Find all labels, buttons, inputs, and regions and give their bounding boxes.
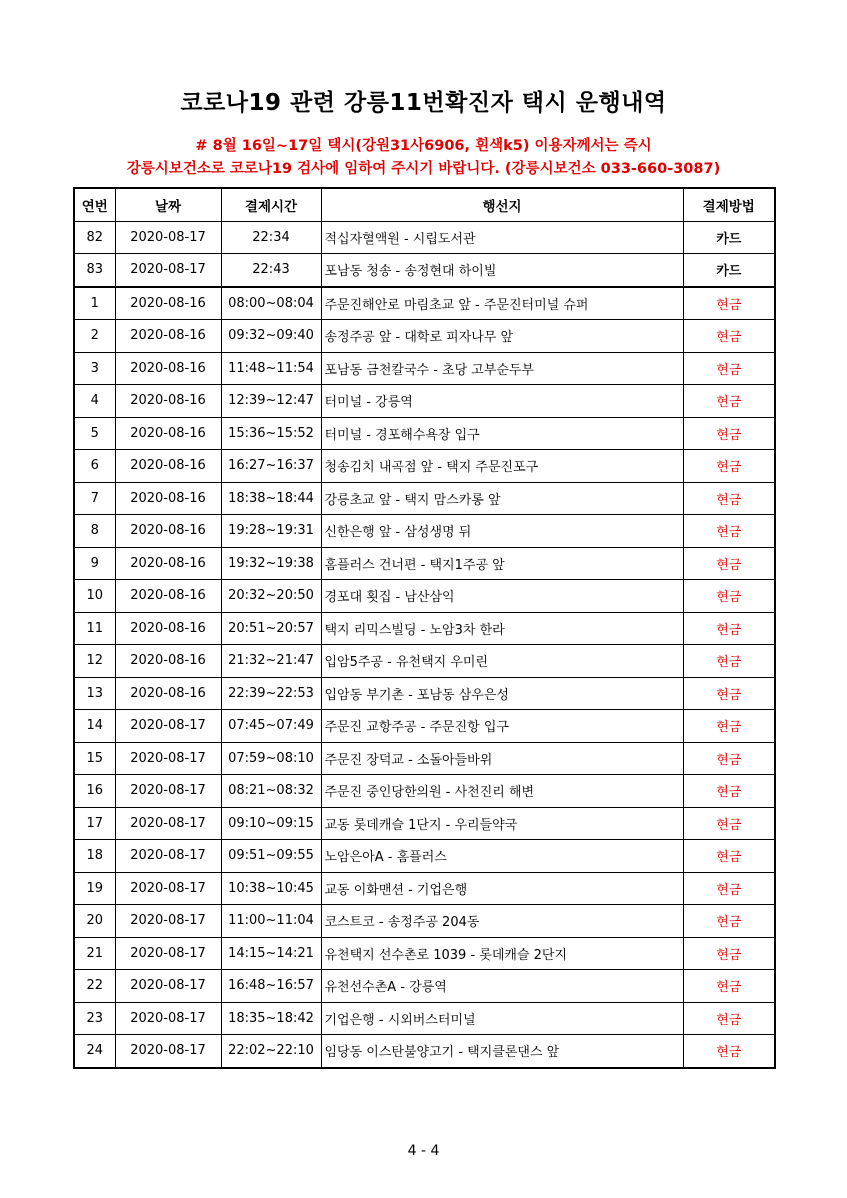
cell-time: 16:27~16:37 xyxy=(221,450,321,483)
cell-date: 2020-08-16 xyxy=(115,320,221,353)
table-row xyxy=(74,352,775,385)
cell-payment: 현금 xyxy=(683,1002,775,1035)
header-no: 연번 xyxy=(74,188,115,221)
cell-no: 15 xyxy=(74,742,115,775)
cell-route: 경포대 횟집 - 남산삼익 xyxy=(321,580,683,613)
cell-date: 2020-08-16 xyxy=(115,612,221,645)
cell-time: 10:38~10:45 xyxy=(221,872,321,905)
cell-time: 22:02~22:10 xyxy=(221,1035,321,1068)
cell-payment: 현금 xyxy=(683,775,775,808)
cell-route: 입암5주공 - 유천택지 우미린 xyxy=(321,645,683,678)
cell-payment: 현금 xyxy=(683,937,775,970)
cell-route: 유천선수촌A - 강릉역 xyxy=(321,970,683,1003)
cell-time: 08:21~08:32 xyxy=(221,775,321,808)
cell-date: 2020-08-17 xyxy=(115,221,221,254)
cell-payment: 현금 xyxy=(683,840,775,873)
cell-payment: 현금 xyxy=(683,580,775,613)
cell-date: 2020-08-17 xyxy=(115,840,221,873)
cell-payment: 현금 xyxy=(683,287,775,320)
page-title: 코로나19 관련 강릉11번확진자 택시 운행내역 xyxy=(180,90,667,116)
table-row xyxy=(74,547,775,580)
table-header-row xyxy=(74,188,775,221)
cell-time: 11:00~11:04 xyxy=(221,905,321,938)
cell-time: 22:34 xyxy=(221,221,321,254)
cell-no: 20 xyxy=(74,905,115,938)
cell-route: 포남동 청송 - 송정현대 하이빌 xyxy=(321,254,683,287)
cell-payment: 현금 xyxy=(683,1035,775,1068)
cell-date: 2020-08-16 xyxy=(115,482,221,515)
cell-route: 교동 이화맨션 - 기업은행 xyxy=(321,872,683,905)
cell-no: 82 xyxy=(74,221,115,254)
cell-payment: 현금 xyxy=(683,807,775,840)
cell-time: 14:15~14:21 xyxy=(221,937,321,970)
cell-payment: 현금 xyxy=(683,612,775,645)
cell-time: 09:32~09:40 xyxy=(221,320,321,353)
cell-no: 10 xyxy=(74,580,115,613)
cell-route: 터미널 - 강릉역 xyxy=(321,385,683,418)
cell-date: 2020-08-17 xyxy=(115,710,221,743)
cell-time: 12:39~12:47 xyxy=(221,385,321,418)
cell-time: 08:00~08:04 xyxy=(221,287,321,320)
cell-time: 22:43 xyxy=(221,254,321,287)
table-row xyxy=(74,221,775,254)
cell-route: 노암은아A - 홈플러스 xyxy=(321,840,683,873)
table-row xyxy=(74,645,775,678)
cell-no: 11 xyxy=(74,612,115,645)
cell-payment: 현금 xyxy=(683,515,775,548)
notice-line-2: 강릉시보건소로 코로나19 검사에 임하여 주시기 바랍니다. (강릉시보건소 033-660-3087) xyxy=(126,161,721,177)
cell-no: 5 xyxy=(74,417,115,450)
cell-route: 임당동 이스탄불양고기 - 택지클론댄스 앞 xyxy=(321,1035,683,1068)
cell-time: 18:35~18:42 xyxy=(221,1002,321,1035)
cell-date: 2020-08-16 xyxy=(115,450,221,483)
taxi-log-table xyxy=(73,187,776,1069)
notice-line-1: # 8월 16일~17일 택시(강원31사6906, 흰색k5) 이용자께서는 즉시 xyxy=(195,138,652,154)
cell-no: 8 xyxy=(74,515,115,548)
cell-no: 1 xyxy=(74,287,115,320)
cell-no: 22 xyxy=(74,970,115,1003)
cell-time: 07:45~07:49 xyxy=(221,710,321,743)
table-row xyxy=(74,872,775,905)
cell-time: 19:32~19:38 xyxy=(221,547,321,580)
cell-route: 유천택지 선수촌로 1039 - 롯데캐슬 2단지 xyxy=(321,937,683,970)
cell-time: 20:32~20:50 xyxy=(221,580,321,613)
table-row xyxy=(74,254,775,287)
cell-route: 포남동 금천칼국수 - 초당 고부순두부 xyxy=(321,352,683,385)
cell-date: 2020-08-16 xyxy=(115,385,221,418)
table-body xyxy=(74,221,775,1068)
cell-route: 기업은행 - 시외버스터미널 xyxy=(321,1002,683,1035)
header-route: 행선지 xyxy=(321,188,683,221)
cell-no: 23 xyxy=(74,1002,115,1035)
cell-route: 교동 롯데캐슬 1단지 - 우리들약국 xyxy=(321,807,683,840)
cell-date: 2020-08-17 xyxy=(115,970,221,1003)
cell-payment: 현금 xyxy=(683,320,775,353)
cell-route: 주문진 교항주공 - 주문진항 입구 xyxy=(321,710,683,743)
cell-time: 18:38~18:44 xyxy=(221,482,321,515)
cell-time: 07:59~08:10 xyxy=(221,742,321,775)
cell-route: 청송김치 내곡점 앞 - 택지 주문진포구 xyxy=(321,450,683,483)
cell-no: 18 xyxy=(74,840,115,873)
cell-payment: 현금 xyxy=(683,970,775,1003)
table-row xyxy=(74,775,775,808)
cell-no: 2 xyxy=(74,320,115,353)
cell-no: 9 xyxy=(74,547,115,580)
cell-payment: 현금 xyxy=(683,450,775,483)
header-payment: 결제방법 xyxy=(683,188,775,221)
cell-payment: 현금 xyxy=(683,352,775,385)
cell-time: 21:32~21:47 xyxy=(221,645,321,678)
cell-time: 22:39~22:53 xyxy=(221,677,321,710)
cell-payment: 현금 xyxy=(683,417,775,450)
table-row xyxy=(74,385,775,418)
cell-date: 2020-08-17 xyxy=(115,1002,221,1035)
cell-payment: 현금 xyxy=(683,872,775,905)
cell-time: 19:28~19:31 xyxy=(221,515,321,548)
cell-date: 2020-08-16 xyxy=(115,645,221,678)
cell-time: 09:51~09:55 xyxy=(221,840,321,873)
table-row xyxy=(74,1002,775,1035)
cell-route: 주문진 장덕교 - 소돌아들바위 xyxy=(321,742,683,775)
cell-date: 2020-08-16 xyxy=(115,515,221,548)
cell-time: 11:48~11:54 xyxy=(221,352,321,385)
cell-date: 2020-08-17 xyxy=(115,807,221,840)
cell-no: 4 xyxy=(74,385,115,418)
cell-payment: 현금 xyxy=(683,742,775,775)
table-row xyxy=(74,905,775,938)
cell-time: 15:36~15:52 xyxy=(221,417,321,450)
cell-no: 13 xyxy=(74,677,115,710)
cell-payment: 현금 xyxy=(683,482,775,515)
table-row xyxy=(74,482,775,515)
cell-no: 24 xyxy=(74,1035,115,1068)
table-row xyxy=(74,515,775,548)
cell-payment: 카드 xyxy=(683,254,775,287)
cell-route: 적십자혈액원 - 시립도서관 xyxy=(321,221,683,254)
cell-payment: 현금 xyxy=(683,677,775,710)
cell-no: 12 xyxy=(74,645,115,678)
cell-date: 2020-08-16 xyxy=(115,287,221,320)
table-row xyxy=(74,937,775,970)
table-row xyxy=(74,1035,775,1068)
cell-date: 2020-08-16 xyxy=(115,677,221,710)
table-row xyxy=(74,970,775,1003)
cell-route: 입암동 부기촌 - 포남동 삼우은성 xyxy=(321,677,683,710)
cell-date: 2020-08-17 xyxy=(115,905,221,938)
cell-route: 송정주공 앞 - 대학로 피자나무 앞 xyxy=(321,320,683,353)
table-row xyxy=(74,677,775,710)
cell-time: 16:48~16:57 xyxy=(221,970,321,1003)
page-number: 4 - 4 xyxy=(407,1143,440,1159)
cell-date: 2020-08-17 xyxy=(115,872,221,905)
table-row xyxy=(74,450,775,483)
cell-no: 14 xyxy=(74,710,115,743)
cell-no: 83 xyxy=(74,254,115,287)
header-time: 결제시간 xyxy=(221,188,321,221)
cell-time: 09:10~09:15 xyxy=(221,807,321,840)
table-row xyxy=(74,287,775,320)
header-date: 날짜 xyxy=(115,188,221,221)
cell-no: 16 xyxy=(74,775,115,808)
cell-route: 주문진해안로 마림초교 앞 - 주문진터미널 슈퍼 xyxy=(321,287,683,320)
cell-no: 7 xyxy=(74,482,115,515)
cell-payment: 현금 xyxy=(683,710,775,743)
table-row xyxy=(74,612,775,645)
table-row xyxy=(74,580,775,613)
cell-date: 2020-08-17 xyxy=(115,742,221,775)
cell-no: 19 xyxy=(74,872,115,905)
cell-no: 21 xyxy=(74,937,115,970)
cell-route: 터미널 - 경포해수욕장 입구 xyxy=(321,417,683,450)
cell-route: 코스트코 - 송정주공 204동 xyxy=(321,905,683,938)
cell-route: 강릉초교 앞 - 택지 맘스카롱 앞 xyxy=(321,482,683,515)
cell-date: 2020-08-16 xyxy=(115,580,221,613)
cell-payment: 카드 xyxy=(683,221,775,254)
cell-route: 택지 리믹스빌딩 - 노암3차 한라 xyxy=(321,612,683,645)
table-row xyxy=(74,742,775,775)
cell-payment: 현금 xyxy=(683,905,775,938)
table-row xyxy=(74,807,775,840)
cell-payment: 현금 xyxy=(683,547,775,580)
table-row xyxy=(74,710,775,743)
cell-route: 주문진 중인당한의원 - 사천진리 해변 xyxy=(321,775,683,808)
cell-payment: 현금 xyxy=(683,385,775,418)
cell-date: 2020-08-16 xyxy=(115,352,221,385)
cell-date: 2020-08-16 xyxy=(115,417,221,450)
cell-date: 2020-08-17 xyxy=(115,937,221,970)
cell-payment: 현금 xyxy=(683,645,775,678)
table-row xyxy=(74,417,775,450)
cell-route: 신한은행 앞 - 삼성생명 뒤 xyxy=(321,515,683,548)
cell-date: 2020-08-17 xyxy=(115,775,221,808)
table-row xyxy=(74,320,775,353)
cell-no: 17 xyxy=(74,807,115,840)
cell-route: 홈플러스 건너편 - 택지1주공 앞 xyxy=(321,547,683,580)
cell-time: 20:51~20:57 xyxy=(221,612,321,645)
cell-no: 3 xyxy=(74,352,115,385)
cell-no: 6 xyxy=(74,450,115,483)
table-row xyxy=(74,840,775,873)
cell-date: 2020-08-17 xyxy=(115,254,221,287)
cell-date: 2020-08-16 xyxy=(115,547,221,580)
cell-date: 2020-08-17 xyxy=(115,1035,221,1068)
